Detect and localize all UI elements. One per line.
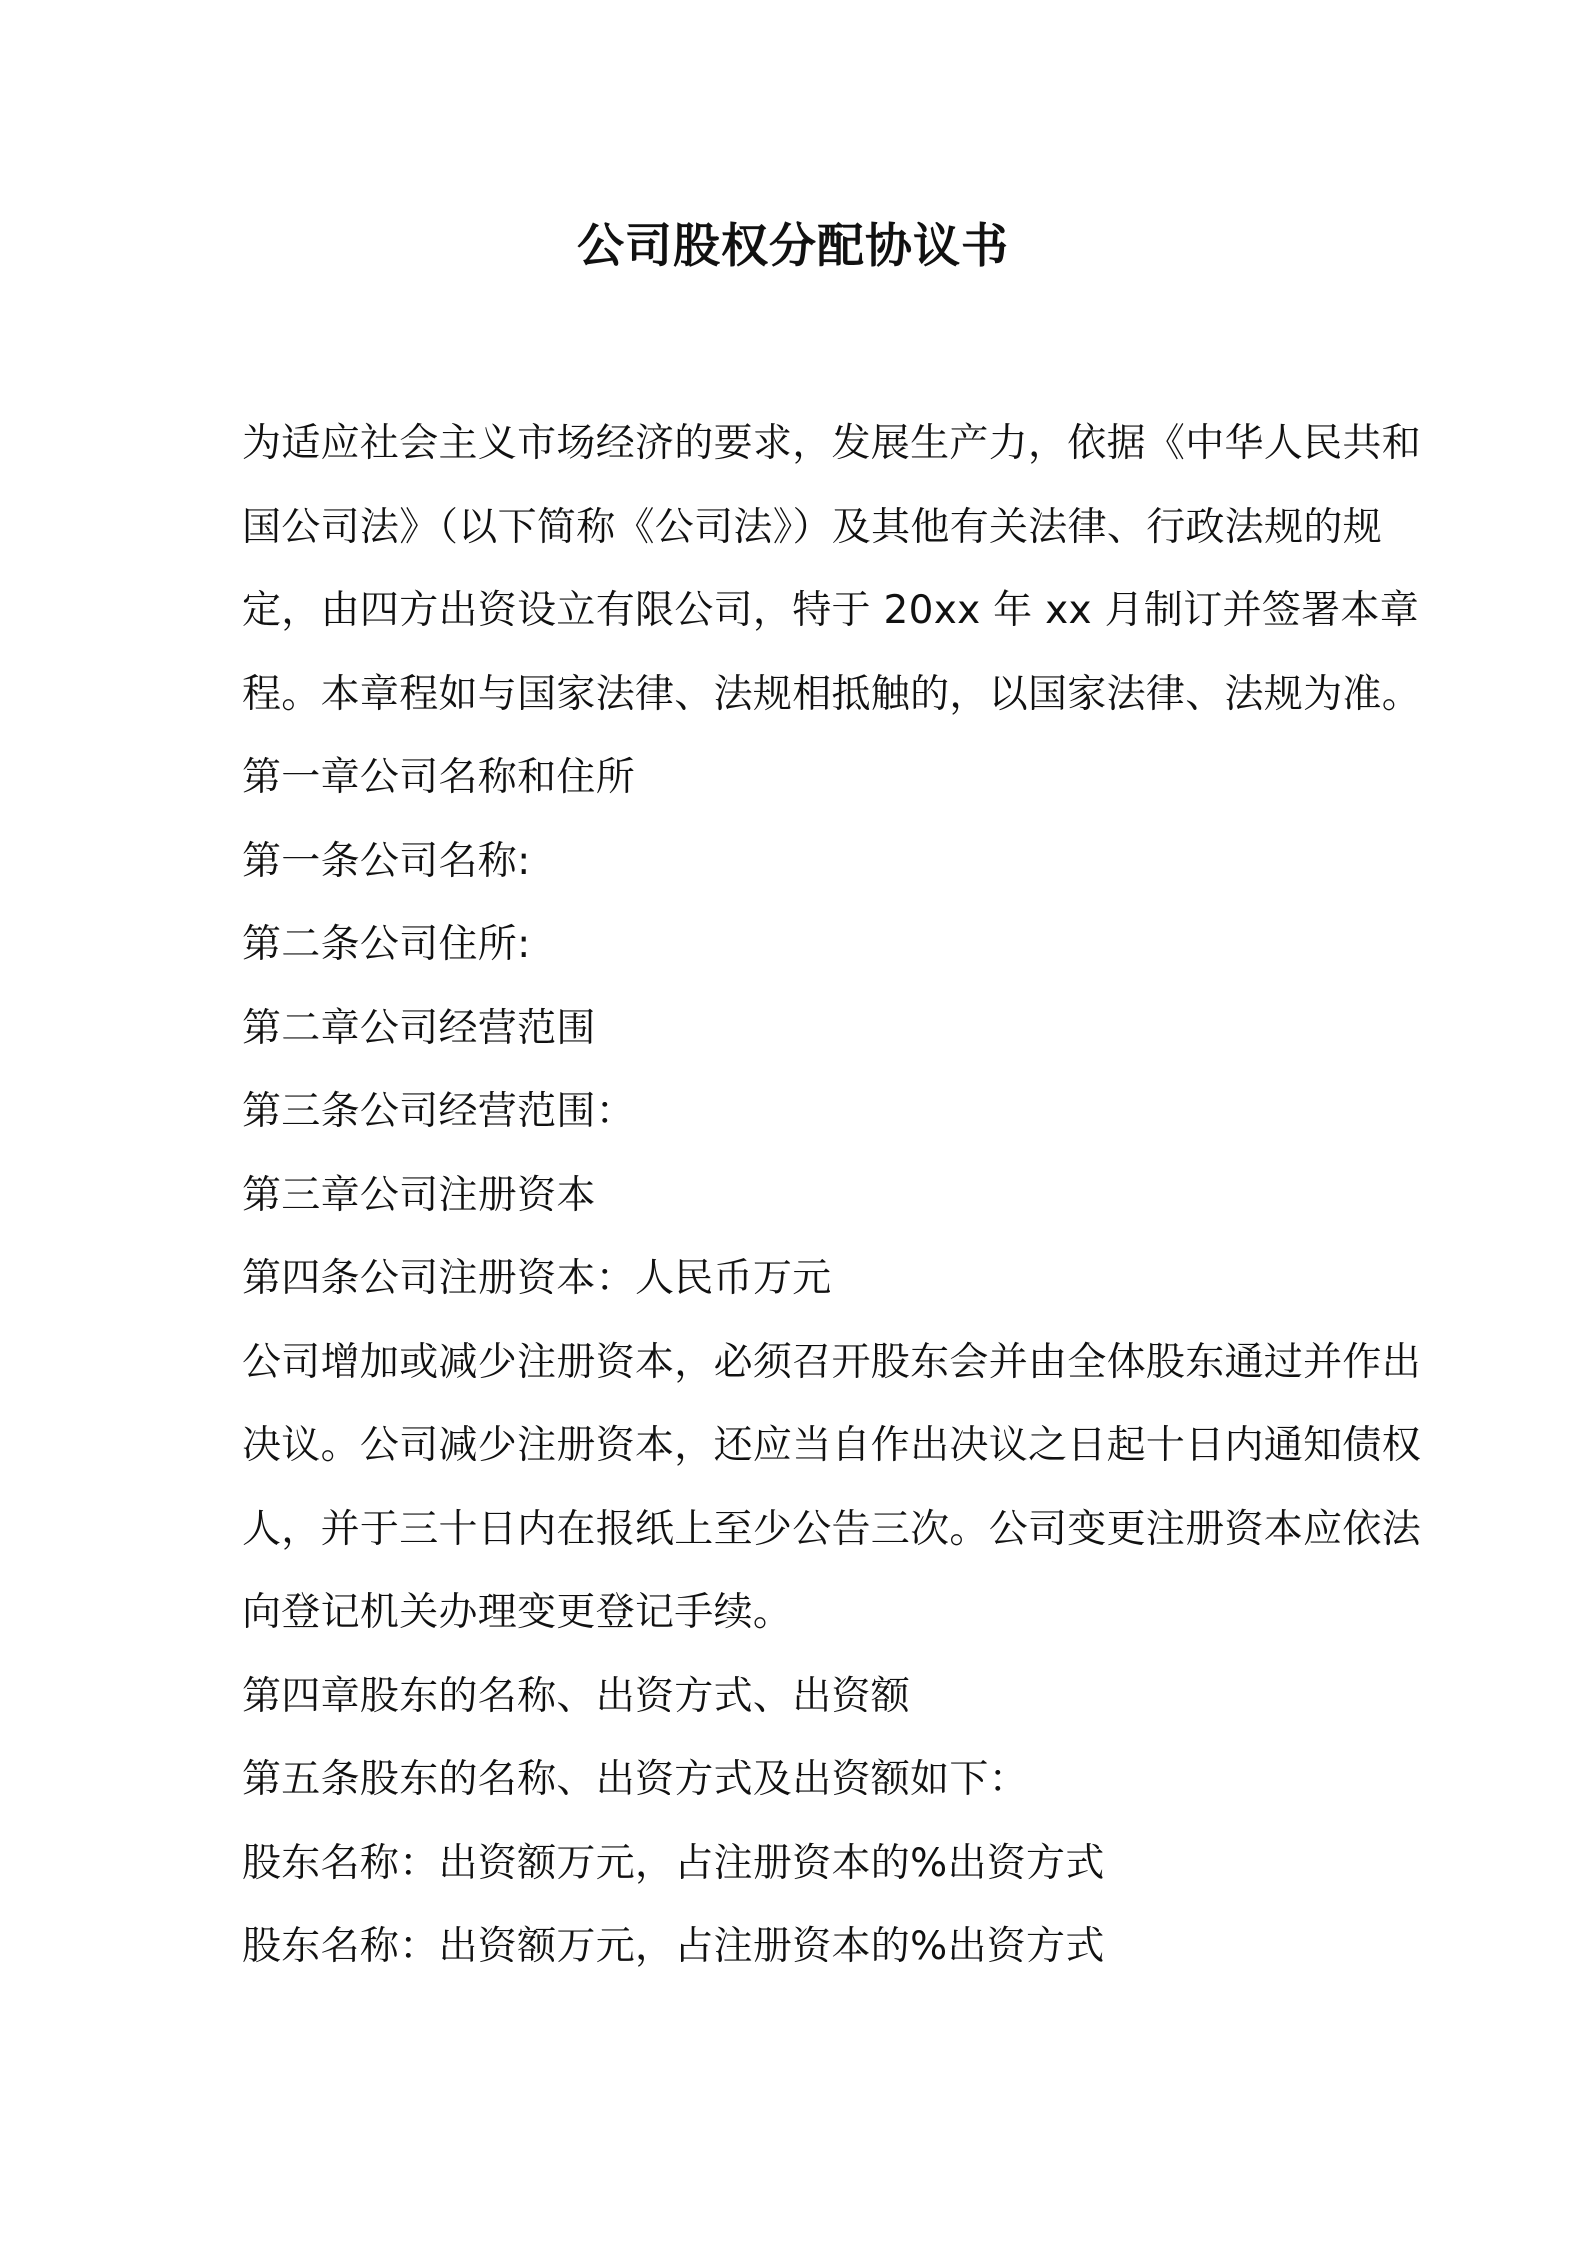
capital-paragraph-line-3: 人，并于三十日内在报纸上至少公告三次。公司变更注册资本应依法 (242, 1506, 1422, 1552)
chapter-4-heading: 第四章股东的名称、出资方式、出资额 (242, 1673, 911, 1719)
article-1: 第一条公司名称: (242, 838, 531, 884)
preamble-line-4: 程。本章程如与国家法律、法规相抵触的，以国家法律、法规为准。 (242, 671, 1422, 717)
preamble-line-2: 国公司法》（以下简称《公司法》）及其他有关法律、行政法规的规 (242, 504, 1383, 550)
preamble-line-3: 定，由四方出资设立有限公司，特于 20xx 年 xx 月制订并签署本章 (242, 588, 1420, 633)
chapter-3-heading: 第三章公司注册资本 (242, 1172, 596, 1218)
article-2: 第二条公司住所: (242, 922, 531, 967)
document-body (242, 402, 1422, 1989)
article-5: 第五条股东的名称、出资方式及出资额如下： (242, 1757, 1029, 1802)
capital-paragraph-line-1: 公司增加或减少注册资本，必须召开股东会并由全体股东通过并作出 (242, 1339, 1422, 1385)
chapter-2-heading: 第二章公司经营范围 (242, 1005, 596, 1051)
shareholder-entry-2: 股东名称：出资额万元，占注册资本的%出资方式 (242, 1924, 1105, 1969)
capital-paragraph-line-4: 向登记机关办理变更登记手续。 (242, 1590, 793, 1635)
capital-paragraph-line-2: 决议。公司减少注册资本，还应当自作出决议之日起十日内通知债权 (242, 1423, 1422, 1468)
preamble-line-1: 为适应社会主义市场经济的要求，发展生产力，依据《中华人民共和 (242, 421, 1422, 466)
article-3: 第三条公司经营范围： (242, 1089, 636, 1134)
shareholder-entry-1: 股东名称：出资额万元，占注册资本的%出资方式 (242, 1840, 1105, 1886)
article-4: 第四条公司注册资本：人民币万元 (242, 1256, 832, 1301)
document-title: 公司股权分配协议书 (577, 219, 1009, 274)
chapter-1-heading: 第一章公司名称和住所 (242, 755, 636, 800)
